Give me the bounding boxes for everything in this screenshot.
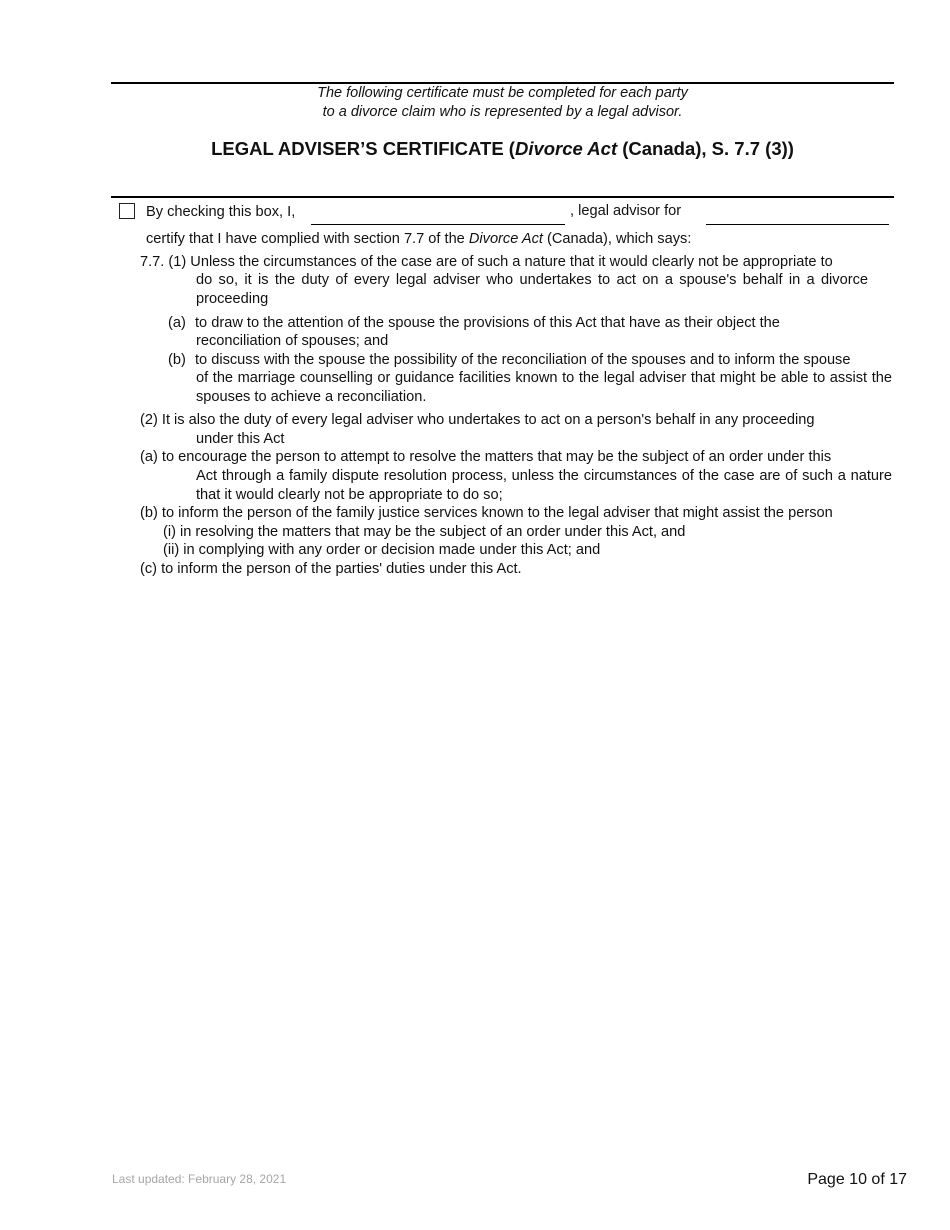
s2b-item-i: (i) in resolving the matters that may be the subject of an order under this Act, and [163, 524, 686, 540]
s1-first-line: 7.7. (1) Unless the circumstances of the case are of such a nature that it would clearly not be appropriate to [140, 254, 833, 270]
s2-continuation: under this Act [196, 431, 285, 447]
s1a-first-line: to draw to the attention of the spouse the provisions of this Act that have as their object the [195, 315, 780, 331]
certify-act-name: Divorce Act [468, 231, 543, 247]
checkbox-label: By checking this box, I, [146, 204, 296, 220]
title-suffix: (Canada), S. 7.7 (3)) [617, 138, 794, 159]
s1b-first-line: to discuss with the spouse the possibility of the reconciliation of the spouses and to inform the spouse [195, 352, 851, 368]
s1b-marker: (b) [168, 352, 186, 368]
section-rule [111, 196, 894, 198]
certify-statement [146, 230, 691, 249]
intro-line-2: to a divorce claim who is represented by a legal advisor. [322, 104, 683, 120]
title-prefix: LEGAL ADVISER’S CERTIFICATE ( [211, 138, 515, 159]
page-title [111, 138, 894, 160]
advisor-for-label: , legal advisor for [570, 203, 682, 219]
party-name-field[interactable] [706, 224, 889, 225]
s2-first-line: (2) It is also the duty of every legal adviser who undertakes to act on a person's behalf in any proceeding [140, 412, 815, 428]
s1a-marker: (a) [168, 315, 186, 331]
advisor-name-field[interactable] [311, 224, 565, 225]
s1a-continuation: reconciliation of spouses; and [196, 333, 389, 349]
certify-checkbox[interactable] [119, 203, 135, 219]
s2a-continuation: Act through a family dispute resolution process, unless the circumstances of the case are of such a nature that it would clearly not be appropriate to do so; [196, 468, 892, 503]
s2c-line: (c) to inform the person of the parties' duties under this Act. [140, 561, 522, 577]
title-act-name: Divorce Act [514, 138, 618, 159]
certify-suffix: (Canada), which says: [542, 231, 692, 247]
s1-continuation: do so, it is the duty of every legal adviser who undertakes to act on a spouse's behalf in a divorce proceeding [196, 272, 868, 307]
page-number: Page 10 of 17 [807, 1171, 907, 1188]
certify-prefix: certify that I have complied with section 7.7 of the [146, 231, 469, 247]
s2b-first-line: (b) to inform the person of the family justice services known to the legal adviser that might assist the person [140, 505, 833, 521]
s2b-item-ii: (ii) in complying with any order or decision made under this Act; and [163, 542, 601, 558]
intro-note [111, 84, 894, 122]
s1b-continuation: of the marriage counselling or guidance facilities known to the legal adviser that might be able to assist the spouses to achieve a reconciliation. [196, 370, 892, 405]
last-updated: Last updated: February 28, 2021 [112, 1172, 287, 1186]
intro-line-1: The following certificate must be completed for each party [317, 85, 688, 101]
s2a-first-line: (a) to encourage the person to attempt to resolve the matters that may be the subject of an order under this [140, 449, 832, 465]
